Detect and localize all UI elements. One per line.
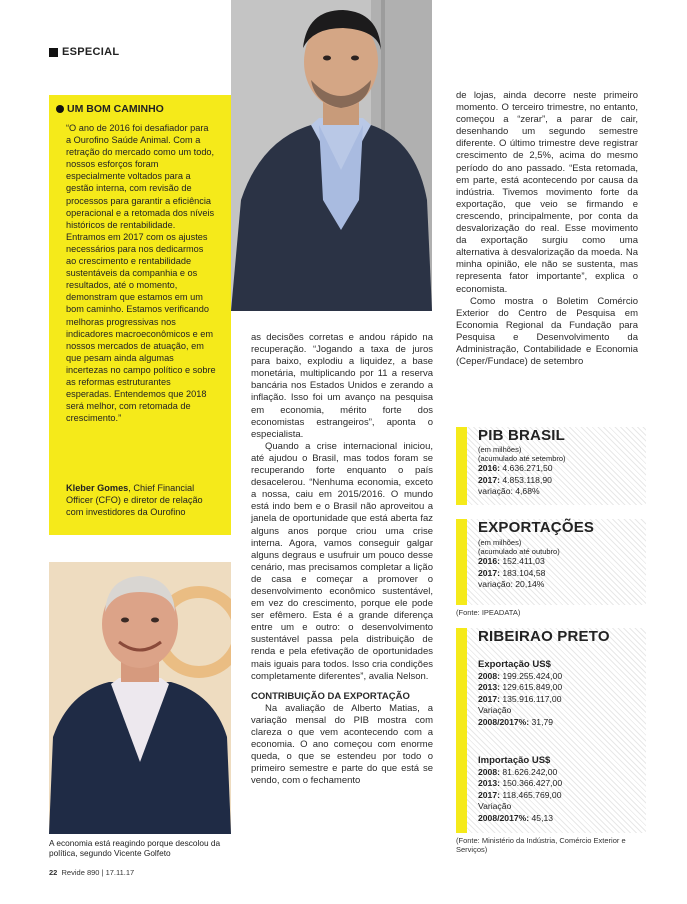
- pib-2016: [478, 463, 566, 475]
- year-value: 183.104,58: [499, 567, 546, 578]
- year-label: 2008:: [478, 670, 500, 681]
- quote-box-title: [56, 103, 164, 115]
- ribeirao-source: (Fonte: Ministério da Indústria, Comércio Exterior e Serviços): [456, 836, 626, 854]
- export-heading: Exportação US$: [478, 659, 551, 670]
- section-label: ESPECIAL: [62, 46, 120, 58]
- exports-data: [478, 538, 560, 591]
- article-column-right: [456, 90, 638, 368]
- exports-2016: [478, 556, 560, 568]
- year-label: 2013:: [478, 682, 500, 692]
- paragraph: de lojas, ainda decorre neste primeiro momento. O terceiro trimestre, no entanto, começou a “zerar”, a parar de cair, desenhando um segundo semestre diferente. O último trimestre deve registrar crescimento de 2,5%, acima do mesmo período do ano passado. “Esta retomada, em parte, está acontecendo por causa da indústria. Tivemos movimento forte da exportação, que veio se firmando e crescendo, principalmente, por conta da desvalorização do real. Esse movimento da exportação surgiu como uma alternativa à desvalorização da moeda. Na minha opinião, ele não se sustenta, mas representa fator importante”, explica o economista.: [456, 90, 638, 295]
- variation-value: 31,79: [529, 716, 554, 727]
- year-value: 152.411,03: [499, 556, 545, 566]
- year-value: 118.465.769,00: [499, 789, 562, 800]
- import-variation: [478, 813, 562, 825]
- export-2008: [478, 671, 562, 683]
- exports-variation: variação: 20,14%: [478, 579, 545, 589]
- yellow-bar: [456, 628, 467, 833]
- exports-unit: (em milhões): [478, 538, 522, 547]
- publication-info: Revide 890 | 17.11.17: [61, 868, 135, 877]
- yellow-bar: [456, 519, 467, 605]
- pib-unit: (em milhões): [478, 445, 522, 454]
- section-square-icon: [49, 48, 58, 57]
- year-label: 2016:: [478, 556, 500, 566]
- import-2008: [478, 767, 562, 779]
- executive-photo: [231, 0, 432, 311]
- import-heading: Importação US$: [478, 755, 551, 766]
- year-value: 199.255.424,00: [499, 670, 563, 681]
- quote-author-name: Kleber Gomes: [66, 483, 129, 493]
- year-label: 2008:: [478, 766, 500, 777]
- export-variation: [478, 717, 562, 729]
- year-value: 150.366.427,00: [499, 778, 563, 788]
- import-variation-label: Variação: [478, 801, 512, 811]
- pib-variation: variação: 4,68%: [478, 486, 540, 496]
- export-variation-label: Variação: [478, 705, 512, 715]
- year-value: 129.615.849,00: [499, 682, 563, 692]
- year-label: 2017:: [478, 693, 500, 704]
- import-2017: [478, 790, 562, 802]
- year-label: 2017:: [478, 567, 500, 578]
- photo-caption: A economia está reagindo porque descolou da política, segundo Vicente Golfeto: [49, 838, 221, 858]
- year-value: 135.916.117,00: [499, 693, 562, 704]
- paragraph: Quando a crise internacional iniciou, até ajudou o Brasil, mas todos foram se recuperando forte enquanto o país desacelerou. “Nenhuma economia, exceto a nossa, caiu em 2015/2016. O mundo está indo bem e o Brasil não aproveitou a janela de oportunidade que está aberta faz alguns anos porque criou uma crise interna. Agora, vamos conseguir galgar alguns degraus e usufruir um pouco desse cenário, mas precisamos completar a lição de casa e começar a promover o desenvolvimento econômico sustentável, em vez do crescimento, porque ele pode ser efêmero. Esta é a grande diferença entre um e outro: o desenvolvimento sustentável passa pela distribuição de renda e pela efetivação de oportunidades mais iguais para todos. Isso cria condições completamente diferentes”, avalia Nelson.: [251, 440, 433, 682]
- import-2013: [478, 778, 562, 790]
- page-footer: [49, 868, 134, 877]
- economist-illustration: [49, 562, 231, 834]
- executive-illustration: [231, 0, 432, 311]
- year-label: 2016:: [478, 463, 500, 473]
- paragraph: Como mostra o Boletim Comércio Exterior do Centro de Pesquisa em Economia Regional da Fundação para Pesquisa e Desenvolvimento da Administração, Contabilidade e Economia (Ceper/Fundace) de setembro: [456, 295, 638, 368]
- paragraph: as decisões corretas e andou rápido na recuperação. “Jogando a taxa de juros para baixo, explodiu a liquidez, a base monetária, multiplicando por 11 a reserva bancária nos Estados Unidos e zerando a inflação. Isso foi um avanço na pesquisa em economia, mérito forte dos economistas estrangeiros”, aponta o especialista.: [251, 332, 433, 440]
- pib-2017: [478, 475, 566, 487]
- year-value: 4.853.118,90: [499, 474, 552, 485]
- bullet-icon: [56, 105, 64, 113]
- export-2017: [478, 694, 562, 706]
- yellow-bar: [456, 427, 467, 505]
- variation-value: 45,13: [529, 812, 554, 823]
- exports-title: EXPORTAÇÕES: [478, 519, 595, 536]
- article-column-middle: [251, 332, 433, 787]
- year-value: 4.636.271,50: [499, 463, 553, 473]
- exports-2017: [478, 568, 560, 580]
- subheading: CONTRIBUIÇÃO DA EXPORTAÇÃO: [251, 690, 410, 702]
- section-tag: [49, 46, 119, 58]
- exports-note: (acumulado até outubro): [478, 547, 560, 556]
- page-number: 22: [49, 868, 58, 877]
- quote-author-role: , Chief Financial Officer (CFO) e diretor de relação com investidores da Ourofino: [66, 483, 203, 518]
- ribeirao-title: RIBEIRAO PRETO: [478, 628, 610, 645]
- variation-key: 2008/2017%:: [478, 812, 530, 823]
- ribeirao-exports: [478, 659, 562, 728]
- pib-title: PIB BRASIL: [478, 427, 566, 444]
- pib-data: [478, 445, 566, 498]
- year-label: 2017:: [478, 789, 500, 800]
- quote-text: “O ano de 2016 foi desafiador para a Ourofino Saúde Animal. Com a retração do mercado como um todo, nossos esforços foram especialmente voltados para a gestão interna, com revisão de processos para garantir a eficiência operacional e a retomada dos níveis históricos de rentabilidade. Entramos em 2017 com os ajustes necessários para nos dedicarmos ao crescimento e rentabilidade sustentáveis da companhia e os resultados, até o momento, demonstram que estamos em um bom caminho. Estamos verificando melhoras progressivas nos indicadores macroeconômicos e em nossos mercados de atuação, em que pesam ainda algumas incertezas no campo político e sobre as reformas estruturantes esperadas. Entendemos que 2018 será melhor, com retomada de crescimento.”: [66, 123, 216, 424]
- year-label: 2013:: [478, 778, 500, 788]
- ribeirao-imports: [478, 755, 562, 824]
- year-value: 81.626.242,00: [499, 766, 558, 777]
- exports-source: (Fonte: IPEADATA): [456, 608, 521, 617]
- quote-signature: [66, 482, 221, 518]
- year-label: 2017:: [478, 474, 500, 485]
- quote-box-title-text: UM BOM CAMINHO: [67, 103, 164, 115]
- pib-note: (acumulado até setembro): [478, 454, 566, 463]
- export-2013: [478, 682, 562, 694]
- paragraph: Na avaliação de Alberto Matias, a variação mensal do PIB mostra com clareza o que vem acontecendo com a economia. O ano começou com enorme queda, o que se estendeu por todo o primeiro semestre e parte do que está se vendo, com o fechamento: [251, 702, 433, 787]
- variation-key: 2008/2017%:: [478, 716, 530, 727]
- economist-photo: [49, 562, 231, 834]
